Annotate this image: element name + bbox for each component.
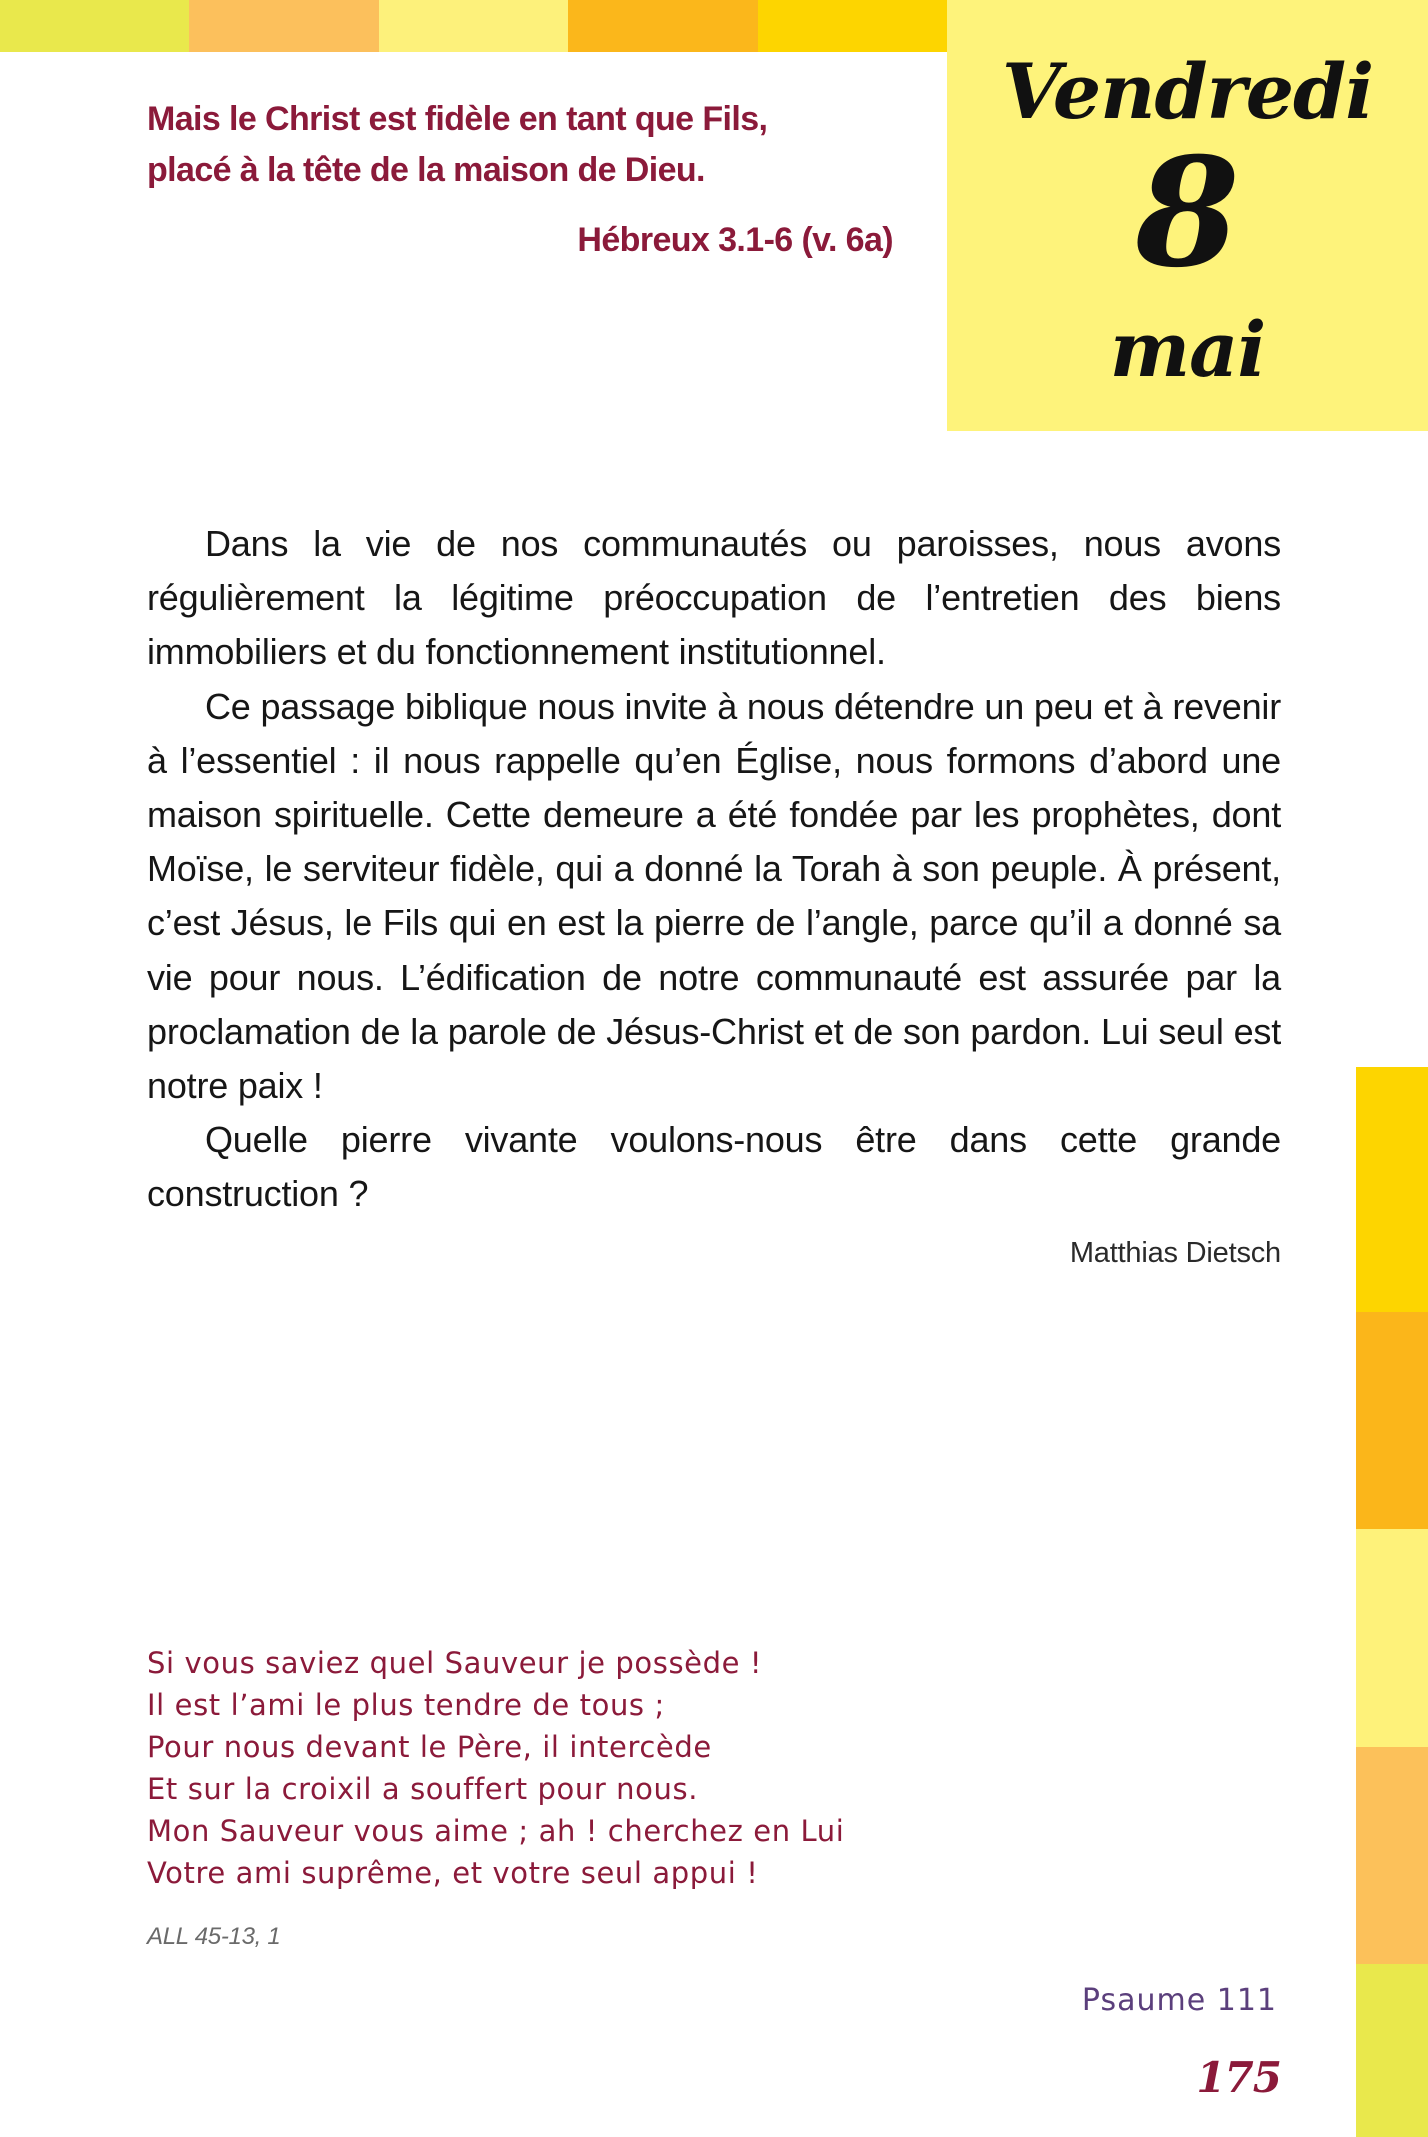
date-day: 8 (1135, 125, 1240, 301)
verse-line: Mais le Christ est fidèle en tant que Fils, (147, 100, 768, 138)
top-band (568, 0, 757, 52)
side-band (1356, 1312, 1428, 1529)
author-name: Matthias Dietsch (1069, 1236, 1281, 1269)
meditation-paragraph: Ce passage biblique nous invite à nous détendre un peu et à revenir à l’essentiel : il nous rappelle qu’en Église, nous formons d’abord une maison spirituelle. Cette demeure a été fondée par les prophètes, dont Moïse, le serviteur fidèle, qui a donné la Torah à son peuple. À présent, c’est Jésus, le Fils qui en est la pierre de l’angle, parce qu’il a donné sa vie pour nous. L’édification de notre communauté est assurée par la proclamation de la parole de Jésus-Christ et de son pardon. Lui seul est notre paix ! (147, 685, 1281, 1107)
side-band (1356, 1529, 1428, 1747)
verse-line: placé à la tête de la maison de Dieu. (147, 151, 705, 189)
bible-verse (147, 94, 917, 196)
date-month: mai (1109, 305, 1266, 394)
meditation-text (147, 517, 1281, 1280)
hymn-reference: ALL 45-13, 1 (147, 1923, 281, 1950)
hymn-line: Pour nous devant le Père, il intercède (147, 1730, 712, 1764)
hymn-line: Il est l’ami le plus tendre de tous ; (147, 1688, 665, 1722)
top-color-bands (0, 0, 947, 52)
meditation-paragraph: Dans la vie de nos communautés ou paroisses, nous avons régulièrement la légitime préoccupation de l’entretien des biens immobiliers et du fonctionnement institutionnel. (147, 523, 1281, 673)
hymn-line: Si vous saviez quel Sauveur je possède ! (147, 1646, 763, 1680)
hymn-stanza (147, 1642, 1047, 1894)
hymn-line: Mon Sauveur vous aime ; ah ! cherchez en Lui (147, 1814, 845, 1848)
meditation-paragraph: Quelle pierre vivante voulons-nous être dans cette grande construction ? (147, 1119, 1281, 1215)
verse-reference: Hébreux 3.1-6 (v. 6a) (577, 221, 893, 259)
hymn-line: Votre ami suprême, et votre seul appui ! (147, 1856, 759, 1890)
side-band (1356, 1067, 1428, 1312)
top-band (379, 0, 568, 52)
page-number: 175 (1196, 2053, 1281, 2102)
top-band (0, 0, 189, 52)
top-band (758, 0, 947, 52)
date-weekday: Vendredi (1001, 47, 1374, 136)
date-box (947, 0, 1428, 431)
side-band (1356, 1964, 1428, 2137)
top-band (189, 0, 378, 52)
psalm-reading: Psaume 111 (1081, 1983, 1277, 2018)
side-color-bands (1356, 1067, 1428, 2137)
side-band (1356, 1747, 1428, 1964)
hymn-line: Et sur la croixil a souffert pour nous. (147, 1772, 699, 1806)
